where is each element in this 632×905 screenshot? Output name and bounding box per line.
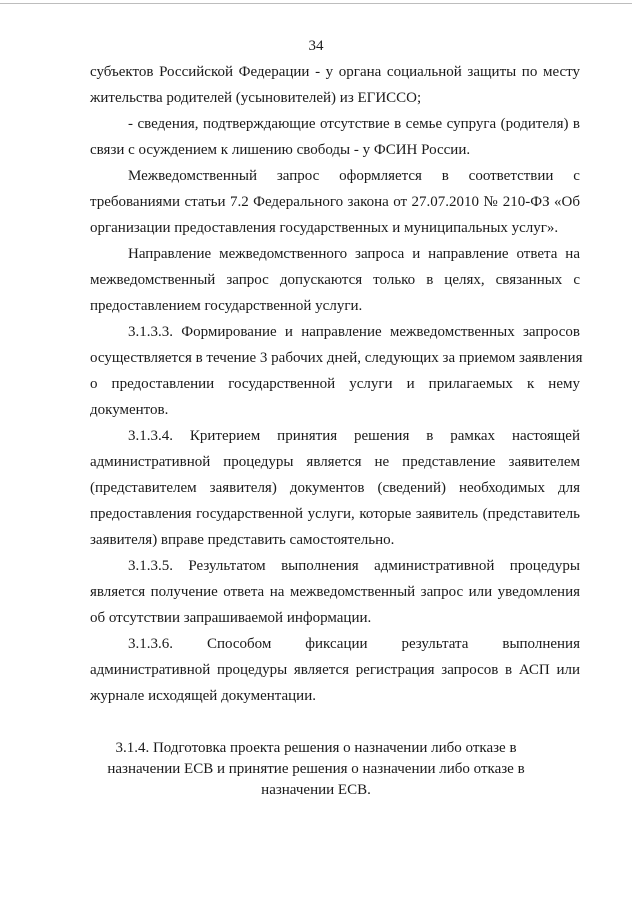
word: запрос: [276, 168, 320, 184]
text-line: административной процедуры является регистрация запросов в АСП или: [90, 662, 580, 678]
word: фиксации: [305, 636, 368, 652]
text-line: Направление межведомственного запроса и направление ответа на: [128, 246, 580, 262]
word: Межведомственный: [128, 168, 257, 184]
text-line: журнале исходящей документации.: [90, 688, 316, 704]
section-heading-line: назначении ЕСВ и принятие решения о назначении либо отказе в: [107, 761, 525, 777]
text-line: об отсутствии запрашиваемой информации.: [90, 610, 372, 626]
text-line: документов.: [90, 402, 169, 418]
word: оформляется: [339, 168, 422, 184]
text-line: - сведения, подтверждающие отсутствие в семье супруга (родителя) в: [128, 116, 580, 132]
text-line: предоставления государственной услуги, которые заявитель (представитель: [90, 506, 580, 522]
text-line: связи с осуждением к лишению свободы - у ФСИН России.: [90, 142, 471, 158]
section-heading-line: 3.1.4. Подготовка проекта решения о назначении либо отказе в: [115, 740, 517, 756]
text-line: жительства родителей (усыновителей) из ЕГИССО;: [90, 90, 422, 106]
top-scan-line: [0, 3, 632, 4]
text-line: 3.1.3.5. Результатом выполнения административной процедуры: [128, 558, 580, 574]
section-heading-line: назначении ЕСВ.: [261, 782, 371, 798]
word: результата: [401, 636, 469, 652]
text-line: межведомственный запрос допускаются только в целях, связанных с: [90, 272, 580, 288]
page-number: 34: [308, 38, 324, 54]
text-line: требованиями статьи 7.2 Федерального закона от 27.07.2010 № 210-ФЗ «Об: [90, 194, 580, 210]
word: Способом: [206, 636, 272, 652]
text-line: 3.1.3.3. Формирование и направление межведомственных запросов: [128, 324, 580, 340]
text-line: предоставлением государственной услуги.: [90, 298, 363, 314]
word: выполнения: [502, 636, 580, 652]
word: 3.1.3.6.: [128, 636, 173, 652]
text-line: является получение ответа на межведомственный запрос или уведомления: [90, 584, 580, 600]
text-line: [128, 166, 580, 186]
text-line: (представителем заявителя) документов (сведений) необходимых для: [90, 480, 580, 496]
text-line: о предоставлении государственной услуги и прилагаемых к нему: [90, 376, 580, 392]
text-line: 3.1.3.4. Критерием принятия решения в рамках настоящей: [128, 428, 580, 444]
text-line: заявителя) вправе представить самостоятельно.: [90, 532, 395, 548]
text-line: осуществляется в течение 3 рабочих дней, следующих за приемом заявления: [90, 350, 583, 366]
text-line: субъектов Российской Федерации - у органа социальной защиты по месту: [90, 64, 580, 80]
text-line: организации предоставления государственных и муниципальных услуг».: [90, 220, 559, 236]
word: с: [573, 168, 580, 184]
word: в: [441, 168, 449, 184]
text-line: [128, 634, 580, 654]
text-line: административной процедуры является не представление заявителем: [90, 454, 580, 470]
word: соответствии: [468, 168, 554, 184]
